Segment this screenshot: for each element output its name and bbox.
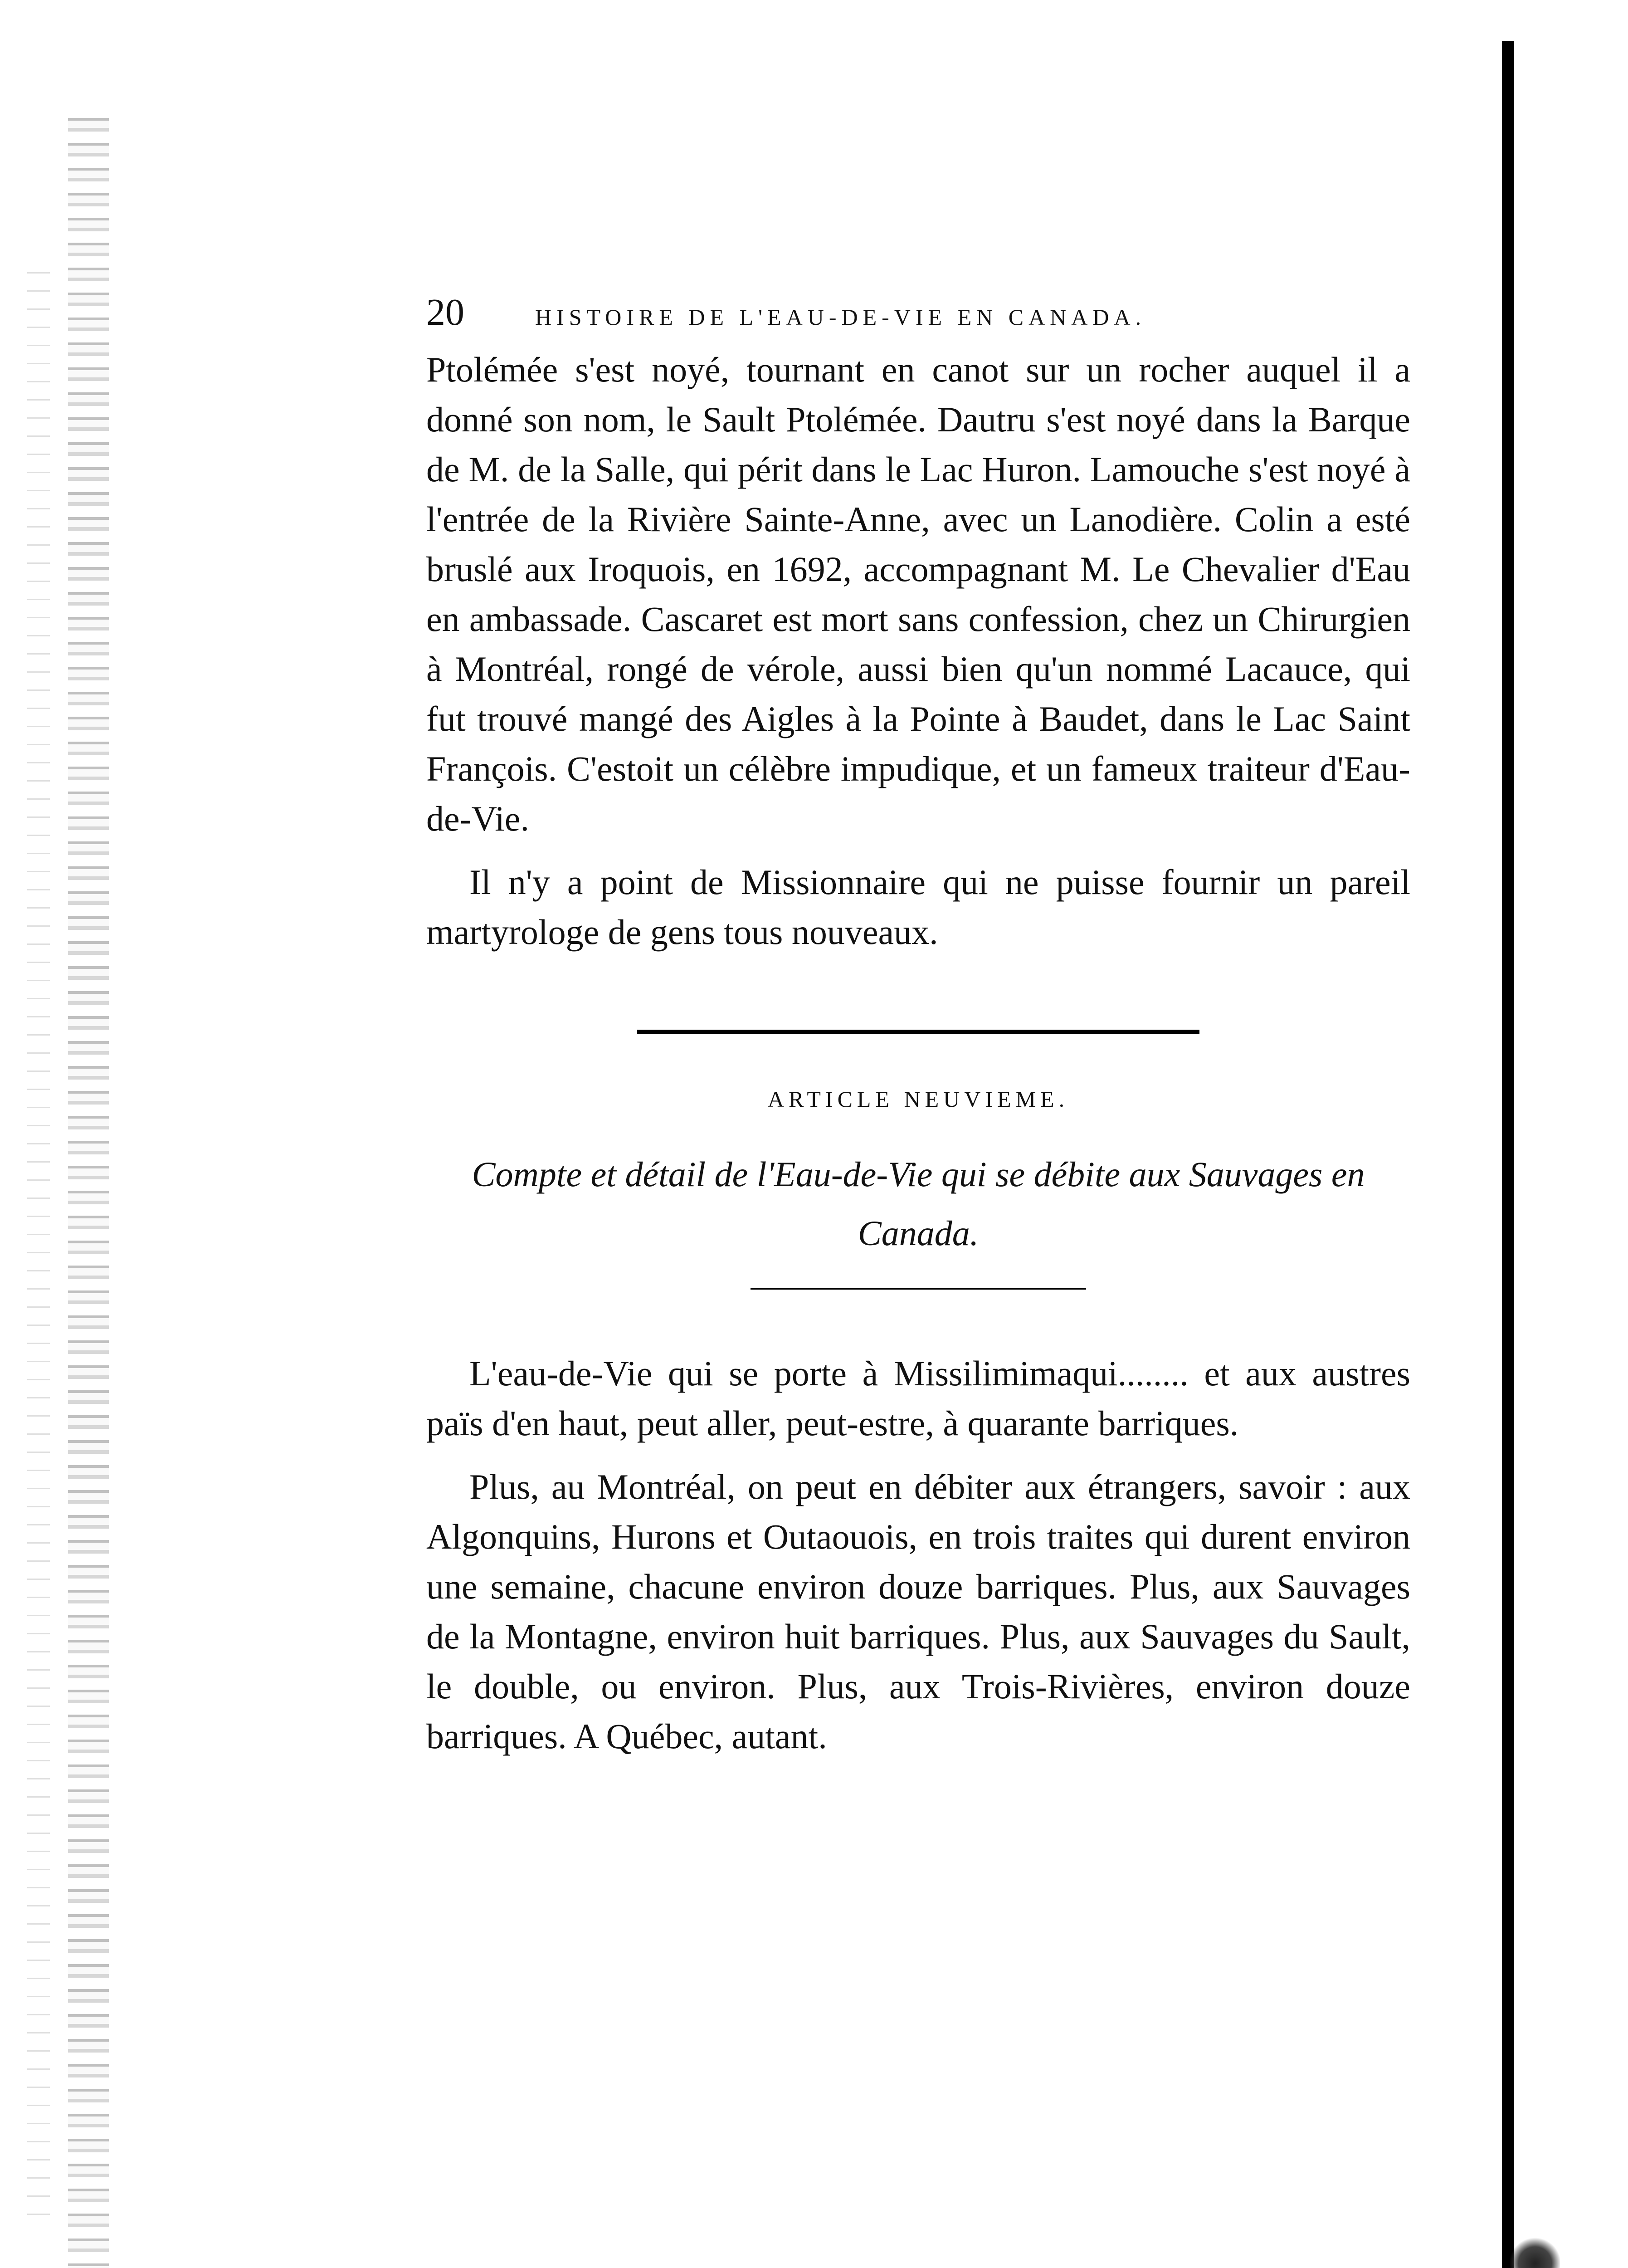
scan-binding-shadow — [27, 272, 50, 2223]
article-subtitle: Compte et détail de l'Eau-de-Vie qui se débite aux Sauvages en Canada. — [472, 1154, 1365, 1253]
section-divider-rule — [637, 1030, 1199, 1034]
paragraph-martyrs-list: Ptolémée s'est noyé, tournant en canot sur un rocher auquel il a donné son nom, le Sault Ptolémée. Dautru s'est noyé dans la Barque de M. de la Salle, qui périt dans le Lac Huron. Lamouche s'est noyé à l'entrée de la Rivière Sainte-Anne, avec un Lanodière. Colin a esté bruslé aux Iroquois, en 1692, accompagnant M. Le Chevalier d'Eau en ambassade. Cascaret est mort sans confession, chez un Chirurgien à Montréal, rongé de vérole, aussi bien qu'un nommé Lacauce, qui fut trouvé mangé des Aigles à la Pointe à Baudet, dans le Lac Saint François. C'estoit un célèbre impudique, et un fameux traiteur d'Eau-de-Vie. — [426, 350, 1410, 838]
article-heading: ARTICLE NEUVIEME. — [767, 1086, 1069, 1112]
book-page — [426, 290, 1410, 1761]
paragraph-missionary-remark: Il n'y a point de Missionnaire qui ne puisse fournir un pareil martyrologe de gens tous nouveaux. — [426, 862, 1410, 952]
page-number: 20 — [426, 291, 464, 333]
ink-blot-mark — [1510, 2236, 1560, 2268]
paragraph-missilimimaqui: L'eau-de-Vie qui se porte à Missilimimaqui........ et aux austres païs d'en haut, peut aller, peut-estre, à quarante barriques. — [426, 1354, 1410, 1443]
subtitle-divider-rule — [751, 1288, 1086, 1290]
scan-right-edge-rule — [1502, 41, 1514, 2268]
running-head-title: HISTOIRE DE L'EAU-DE-VIE EN CANADA. — [535, 304, 1146, 330]
running-head — [426, 290, 1410, 345]
paragraph-montreal-accounts: Plus, au Montréal, on peut en débiter aux étrangers, savoir : aux Algonquins, Hurons et Outaouois, en trois traites qui durent environ une semaine, chacune environ douze barriques. Plus, aux Sauvages de la Montagne, environ huit barriques. Plus, aux Sauvages du Sault, le double, ou environ. Plus, aux Trois-Rivières, environ douze barriques. A Québec, autant. — [426, 1467, 1410, 1756]
scan-binding-edge — [68, 118, 109, 2268]
